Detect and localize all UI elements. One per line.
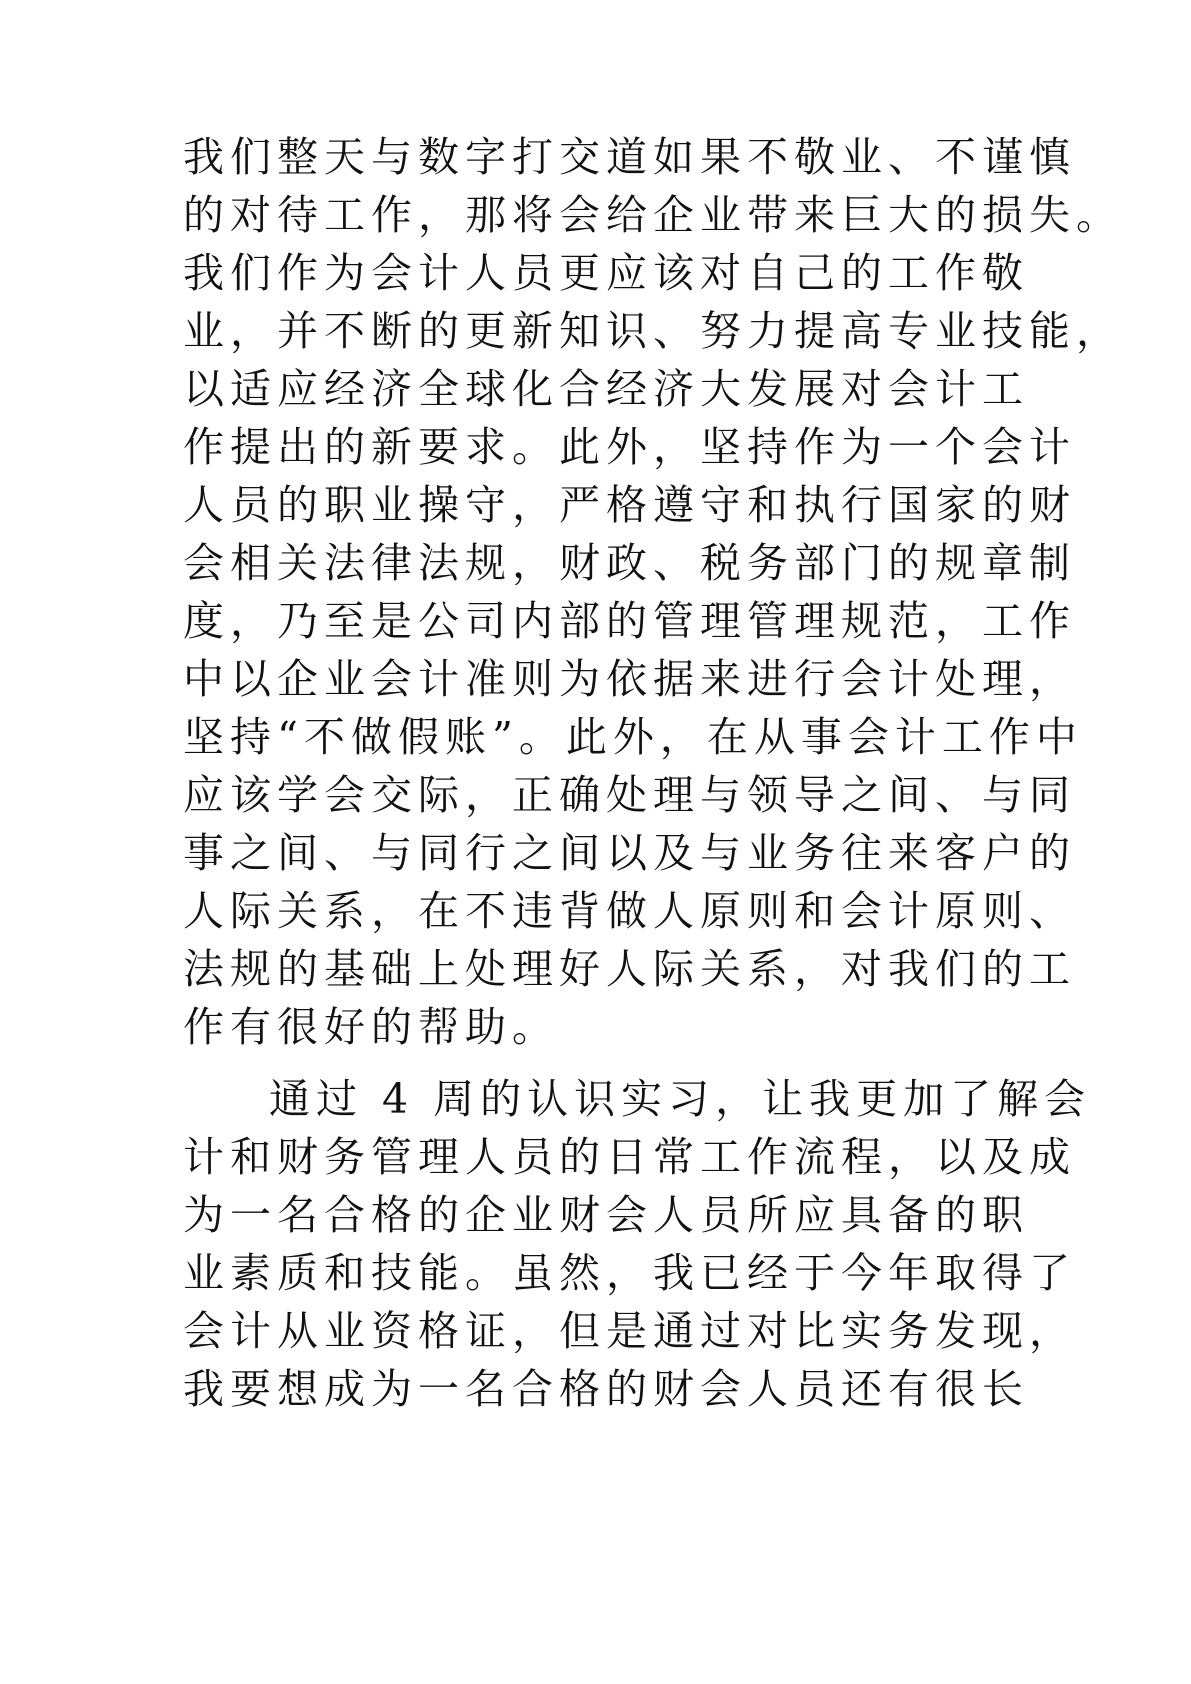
paragraph-1 bbox=[183, 128, 1123, 1056]
text-line: 人员的职业操守，严格遵守和执行国家的财 bbox=[183, 481, 1076, 529]
text-line: 人际关系，在不违背做人原则和会计原则、 bbox=[183, 887, 1076, 935]
text-line: 计和财务管理人员的日常工作流程，以及成 bbox=[183, 1133, 1076, 1181]
text-line: 度，乃至是公司内部的管理管理规范，工作 bbox=[183, 597, 1076, 645]
text-line: 中以企业会计准则为依据来进行会计处理， bbox=[183, 655, 1076, 703]
text-line: 业素质和技能。虽然，我已经于今年取得了 bbox=[183, 1249, 1076, 1297]
text-line: 事之间、与同行之间以及与业务往来客户的 bbox=[183, 829, 1076, 877]
text-line: 我们整天与数字打交道如果不敬业、不谨慎 bbox=[183, 133, 1076, 181]
text-line: 作有很好的帮助。 bbox=[183, 1003, 559, 1051]
body-text bbox=[183, 128, 1123, 1418]
text-line: 会相关法律法规，财政、税务部门的规章制 bbox=[183, 539, 1076, 587]
text-line: 作提出的新要求。此外，坚持作为一个会计 bbox=[183, 423, 1076, 471]
text-line: 我要想成为一名合格的财会人员还有很长 bbox=[183, 1365, 1029, 1413]
paragraph-2 bbox=[183, 1070, 1092, 1418]
text-line: 为一名合格的企业财会人员所应具备的职 bbox=[183, 1191, 1029, 1239]
text-line: 会计从业资格证，但是通过对比实务发现， bbox=[183, 1307, 1076, 1355]
text-line: 我们作为会计人员更应该对自己的工作敬 bbox=[183, 249, 1029, 297]
text-line: 通过 4 周的认识实习，让我更加了解会 bbox=[269, 1075, 1092, 1123]
text-line: 法规的基础上处理好人际关系，对我们的工 bbox=[183, 945, 1076, 993]
text-line: 坚持“不做假账”。此外，在从事会计工作中 bbox=[183, 713, 1083, 761]
text-line: 的对待工作，那将会给企业带来巨大的损失。 bbox=[183, 191, 1123, 239]
text-line: 业，并不断的更新知识、努力提高专业技能， bbox=[183, 307, 1123, 355]
text-line: 应该学会交际，正确处理与领导之间、与同 bbox=[183, 771, 1076, 819]
text-line: 以适应经济全球化合经济大发展对会计工 bbox=[183, 365, 1029, 413]
paragraph-spacer bbox=[183, 1056, 1023, 1070]
